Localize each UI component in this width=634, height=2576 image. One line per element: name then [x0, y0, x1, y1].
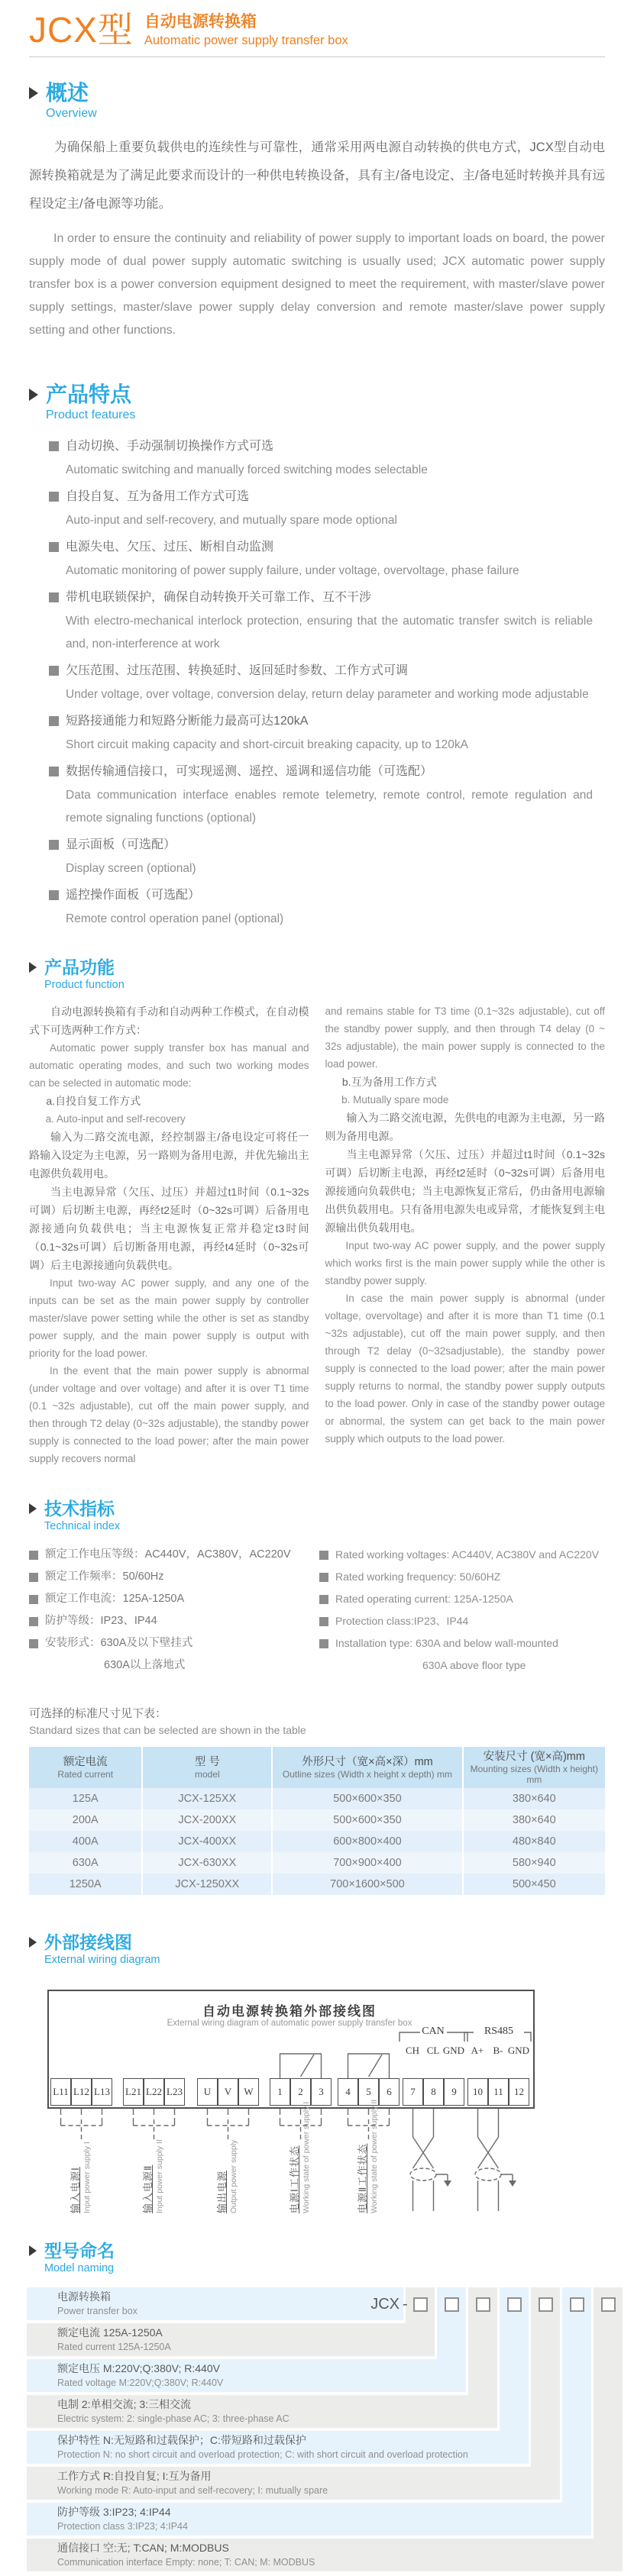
model-code-box	[507, 2297, 522, 2312]
group-label-zh: 输入电源Ⅱ	[142, 2164, 154, 2213]
features-list	[29, 434, 605, 931]
feature-zh	[49, 759, 605, 784]
function-paragraph: 输入为二路交流电源，经控制器主/备电设定可将任一路输入设定为主电源，另一路则为备用电源，并优先输出主电源供负载用电。	[29, 1131, 309, 1180]
naming-row-en: Power transfer box	[57, 2306, 137, 2316]
square-bullet-icon	[319, 1573, 328, 1582]
function-paragraph: Input two-way AC power supply, and any one of the inputs can be set as the main power supply by controller master/slave power setting while the other is set as standby power supply, and the main power supply is output with priority for the load power.	[29, 1277, 309, 1359]
square-bullet-icon	[49, 492, 59, 502]
section-features	[29, 382, 605, 931]
column-header-zh: 安装尺寸 (宽×高)mm	[483, 1751, 585, 1763]
naming-row	[57, 2540, 315, 2569]
section-technical	[29, 1498, 605, 1677]
wiring-title-zh: 自动电源转换箱外部接线图	[202, 2004, 377, 2019]
product-name-zh: 自动电源转换箱	[144, 13, 257, 31]
terminal: L11	[50, 2078, 71, 2106]
function-heading	[29, 957, 605, 992]
function-paragraph: 当主电源异常（欠压、过压）并超过t1时间（0.1~32s可调）后切断主电源，再经t2延时（0~32s可调）后备用电源接通向负载供电；当主电源恢复正常并稳定t3时间（0.1~32s可调）后切断备用电源，再经t4延时（0~32s可调）后主电源接通向负载供电。	[29, 1186, 309, 1271]
column-header-en: Mounting sizes (Width x height) mm	[470, 1764, 599, 1785]
technical-item-text: 防护等级：IP23、IP44	[45, 1615, 157, 1627]
triangle-bullet-icon	[29, 389, 38, 401]
technical-right-column	[319, 1544, 603, 1677]
function-paragraph: Input two-way AC power supply, and the power supply which works first is the main power supply while the other is standby power supply.	[325, 1240, 605, 1286]
can-bus-label: CAN	[422, 2026, 445, 2037]
overview-heading-en: Overview	[46, 107, 97, 120]
column-header-zh: 外形尺寸（宽×高×深）mm	[302, 1756, 433, 1768]
naming-row	[57, 2432, 468, 2461]
technical-item	[29, 1588, 313, 1610]
naming-row	[57, 2397, 290, 2426]
feature-zh	[49, 534, 605, 560]
feature-item	[49, 484, 605, 532]
technical-heading-en: Technical index	[44, 1520, 121, 1532]
terminal: L22	[144, 2078, 164, 2106]
features-heading-en: Product features	[46, 408, 136, 421]
product-model-title: JCX型	[29, 10, 134, 50]
naming-row-zh: 通信接口 空:无; T:CAN; M:MODBUS	[57, 2542, 229, 2554]
technical-columns	[29, 1544, 605, 1677]
triangle-bullet-icon	[29, 2245, 37, 2256]
feature-en: Auto-input and self-recovery, and mutually spare mode optional	[66, 514, 397, 527]
feature-zh-text: 自动切换、手动强制切换操作方式可选	[66, 440, 274, 453]
naming-heading	[29, 2240, 605, 2275]
group-label-zh: 输出电源	[216, 2170, 228, 2213]
model-prefix: JCX	[370, 2296, 399, 2313]
table-cell: 125A	[29, 1788, 143, 1809]
feature-en: Remote control operation panel (optional)	[66, 912, 284, 925]
naming-row-en: Rated current 125A-1250A	[57, 2342, 171, 2352]
section-size-table	[29, 1706, 605, 1895]
square-bullet-icon	[29, 1551, 38, 1560]
technical-item	[319, 1544, 603, 1566]
group-label-en: Input power supply I	[82, 2142, 92, 2213]
overview-paragraph-zh: 为确保船上重要负载供电的连续性与可靠性，通常采用两电源自动转换的供电方式，JCX型自动电源转换箱就是为了满足此要求而设计的一种供电转换设备，具有主/备电设定、主/备电延时转换并具有远程设定主/备电源等功能。	[29, 140, 605, 211]
table-cell: JCX-1250XX	[143, 1874, 273, 1895]
wiring-title-en: External wiring diagram of automatic power supply transfer box	[167, 2019, 412, 2028]
naming-stripe	[594, 2287, 623, 2571]
square-bullet-icon	[319, 1639, 328, 1648]
square-bullet-icon	[49, 840, 59, 850]
naming-row-zh: 工作方式 R:自投自复; I:互为备用	[57, 2470, 212, 2482]
table-cell: JCX-200XX	[143, 1809, 273, 1831]
technical-item	[29, 1610, 313, 1632]
table-row	[29, 1809, 605, 1831]
table-cell: 500×600×350	[273, 1788, 463, 1809]
triangle-bullet-icon	[29, 962, 37, 973]
feature-zh-text: 带机电联锁保护，确保自动转换开关可靠工作、互不干涉	[66, 591, 372, 604]
feature-zh	[49, 709, 605, 734]
feature-en: Display screen (optional)	[66, 862, 196, 875]
terminal: 8	[423, 2078, 444, 2106]
table-row	[29, 1852, 605, 1874]
table-cell: 400A	[29, 1831, 143, 1852]
pin-label: GND	[442, 2045, 465, 2056]
pin-label: B-	[493, 2045, 503, 2056]
function-heading-zh: 产品功能	[44, 957, 115, 977]
square-bullet-icon	[29, 1617, 38, 1626]
naming-row	[57, 2361, 223, 2390]
feature-zh	[49, 484, 605, 509]
feature-item	[49, 832, 605, 880]
features-heading-zh: 产品特点	[46, 383, 132, 406]
naming-row-en: Electric system: 2: single-phase AC; 3: three-phase AC	[57, 2413, 290, 2424]
technical-item-continuation: 630A above floor type	[422, 1659, 526, 1671]
overview-heading-zh: 概述	[46, 81, 89, 105]
table-header-cell	[143, 1747, 273, 1788]
feature-en: Under voltage, over voltage, conversion delay, return delay parameter and working mode adjustable	[66, 688, 589, 701]
table-row	[29, 1874, 605, 1895]
technical-item-text: Rated working voltages: AC440V, AC380V and AC220V	[335, 1548, 600, 1561]
naming-heading-zh: 型号命名	[44, 2241, 115, 2261]
group-label-zh: 输入电源Ⅰ	[70, 2167, 81, 2213]
table-header-cell	[464, 1747, 605, 1788]
model-code-box	[539, 2297, 553, 2312]
model-naming-diagram	[27, 2287, 632, 2576]
feature-en: Automatic monitoring of power supply failure, under voltage, overvoltage, phase failure	[66, 564, 519, 577]
feature-zh-text: 电源失电、欠压、过压、断相自动监测	[66, 541, 274, 554]
terminal: 5	[358, 2078, 379, 2106]
naming-row	[57, 2504, 188, 2533]
triangle-bullet-icon	[29, 87, 38, 99]
terminal: L13	[92, 2078, 112, 2106]
function-paragraph: In the event that the main power supply is abnormal (under voltage and over voltage) and after it is over T1 time (0.1 ~32s adjustable), cut off the main power supply, and then through T2 delay (0~32s adjustable), the standby power supply is connected to the load power; after the main power supply recovers normal	[29, 1365, 309, 1464]
section-naming	[29, 2240, 605, 2275]
table-cell: JCX-400XX	[143, 1831, 273, 1852]
terminal: L12	[71, 2078, 92, 2106]
table-cell: 500×600×350	[273, 1809, 463, 1831]
technical-item-text: Protection class:IP23、IP44	[335, 1615, 469, 1627]
product-name-en: Automatic power supply transfer box	[144, 34, 348, 47]
function-paragraph: and remains stable for T3 time (0.1~32s adjustable), cut off the standby power supply, and then through T4 delay (0 ~ 32s adjustable), the main power supply is connected to the load power.	[325, 1006, 605, 1070]
table-cell: JCX-125XX	[143, 1788, 273, 1809]
terminal: 10	[467, 2078, 488, 2106]
table-header-row	[29, 1747, 605, 1788]
model-dash: -	[403, 2296, 408, 2313]
naming-row-en: Communication interface Empty: none; T: CAN; M: MODBUS	[57, 2557, 315, 2568]
feature-zh	[49, 585, 605, 610]
technical-item	[29, 1544, 313, 1566]
table-row	[29, 1788, 605, 1809]
wiring-group-label	[356, 2099, 471, 2239]
ground-icon	[444, 2181, 516, 2187]
technical-item-text: 额定工作频率：50/60Hz	[45, 1570, 164, 1583]
terminal: 3	[311, 2078, 332, 2106]
function-columns	[29, 1002, 605, 1467]
feature-en: Short circuit making capacity and short-circuit breaking capacity, up to 120kA	[66, 738, 468, 751]
terminal: L21	[123, 2078, 144, 2106]
technical-item	[319, 1610, 603, 1632]
naming-row-en: Protection class 3:IP23; 4:IP44	[57, 2521, 188, 2532]
square-bullet-icon	[49, 716, 59, 726]
wiring-heading-zh: 外部接线图	[44, 1932, 132, 1952]
feature-en: Automatic switching and manually forced switching modes selectable	[66, 463, 428, 476]
feature-zh	[49, 658, 605, 683]
column-header-zh: 型 号	[194, 1756, 220, 1768]
group-label-zh: 电源Ⅰ工作状态	[289, 2145, 300, 2213]
square-bullet-icon	[319, 1617, 328, 1626]
terminal: V	[218, 2078, 238, 2106]
feature-zh-text: 遥控操作面板（可选配）	[66, 889, 201, 902]
feature-item	[49, 759, 605, 830]
feature-zh	[49, 434, 605, 459]
square-bullet-icon	[49, 441, 59, 451]
technical-heading	[29, 1498, 605, 1533]
column-header-en: Rated current	[57, 1769, 114, 1780]
overview-heading	[29, 80, 605, 121]
feature-zh-text: 显示面板（可选配）	[66, 838, 176, 851]
header-divider	[29, 56, 605, 57]
terminal: W	[238, 2078, 259, 2106]
feature-item	[49, 658, 605, 706]
section-function	[29, 957, 605, 1467]
feature-zh-text: 自投自复、互为备用工作方式可选	[66, 490, 250, 503]
rs485-bus-label: RS485	[484, 2026, 514, 2037]
table-header-cell	[29, 1747, 143, 1788]
feature-en: Data communication interface enables remote telemetry, remote control, remote regulation and remote signaling functions (optional)	[66, 789, 593, 825]
function-paragraph: In case the main power supply is abnormal (under voltage, overvoltage) and after it is more than T1 time (0.1 ~32s adjustable), cut off the main power supply, and then through T2 delay (0~32sadjustable), the standby power supply is connected to the load power; after the main power supply returns to normal, the standby power supply outputs to the load power. Only in case of the standby power outage or abnormal, the system can get back to the main power supply which outputs to the load power.	[325, 1293, 605, 1445]
square-bullet-icon	[29, 1595, 38, 1604]
square-bullet-icon	[319, 1595, 328, 1604]
naming-row-zh: 防护等级 3:IP23; 4:IP44	[57, 2506, 171, 2518]
terminal: 12	[509, 2078, 529, 2106]
naming-stripe	[500, 2287, 529, 2464]
technical-item	[29, 1566, 313, 1588]
feature-zh-text: 短路接通能力和短路分断能力最高可达120kA	[66, 715, 309, 728]
function-paragraph: b.互为备用工作方式	[341, 1076, 437, 1088]
technical-item	[319, 1566, 603, 1588]
model-code-box	[445, 2297, 459, 2312]
naming-row	[57, 2468, 328, 2497]
pin-label: CL	[426, 2045, 440, 2056]
feature-item	[49, 709, 605, 757]
technical-item	[319, 1588, 603, 1610]
naming-row-en: Working mode R: Auto-input and self-recovery; I: mutually spare	[57, 2485, 328, 2496]
technical-item-text: 安装形式：630A及以下壁挂式	[45, 1637, 193, 1649]
technical-item	[319, 1632, 603, 1654]
square-bullet-icon	[29, 1639, 38, 1648]
table-cell: 480×840	[464, 1831, 605, 1852]
terminal: 1	[270, 2078, 290, 2106]
naming-row	[57, 2289, 137, 2318]
table-row	[29, 1831, 605, 1852]
technical-item-text: Installation type: 630A and below wall-mounted	[335, 1637, 558, 1649]
wiring-heading-en: External wiring diagram	[44, 1954, 160, 1966]
group-label-en: Input power supply II	[155, 2139, 164, 2213]
feature-zh	[49, 883, 605, 908]
feature-item	[49, 585, 605, 656]
section-wiring	[29, 1932, 605, 1967]
section-overview	[29, 80, 605, 342]
page-header	[0, 0, 634, 49]
group-label-en: Working state of power supply II	[370, 2099, 379, 2213]
naming-row-zh: 额定电流 125A-1250A	[57, 2326, 163, 2339]
pin-label: CH	[405, 2045, 420, 2056]
technical-item-text: 额定工作电压等级：AC440V，AC380V，AC220V	[45, 1548, 291, 1561]
function-paragraph: a. Auto-input and self-recovery	[45, 1113, 186, 1125]
function-right-column	[325, 1002, 606, 1467]
model-code-box	[476, 2297, 490, 2312]
square-bullet-icon	[49, 666, 59, 676]
triangle-bullet-icon	[29, 1937, 37, 1948]
function-paragraph: 当主电源异常（欠压、过压）并超过t1时间（0.1~32s可调）后切断主电源，再经t2延时（0~32s可调）后备用电源接通向负载供电；当主电源恢复正常后，仍由备用电源输出供负载用电。只有备用电源失电或异常，才能恢复到主电源输出供负载用电。	[325, 1148, 605, 1234]
standard-sizes-table	[29, 1747, 605, 1895]
terminal: L23	[164, 2078, 185, 2106]
table-cell: 380×640	[464, 1788, 605, 1809]
terminal: 2	[290, 2078, 311, 2106]
table-intro-zh: 可选择的标准尺寸见下表：	[29, 1707, 167, 1720]
feature-zh-text: 数据传输通信接口，可实现遥测、遥控、遥调和遥信功能（可选配）	[66, 765, 433, 778]
table-cell: 600×800×400	[273, 1831, 463, 1852]
naming-row-zh: 额定电压 M:220V;Q:380V; R:440V	[57, 2362, 220, 2374]
technical-item-text: Rated working frequency: 50/60HZ	[335, 1570, 501, 1583]
function-paragraph: b. Mutually spare mode	[341, 1094, 449, 1106]
group-label-en: Working state of power supply I	[302, 2101, 311, 2213]
function-paragraph: 输入为二路交流电源，先供电的电源为主电源，另一路则为备用电源。	[325, 1112, 605, 1142]
pin-label: A+	[471, 2045, 484, 2056]
model-code-box	[601, 2297, 616, 2312]
naming-heading-en: Model naming	[44, 2262, 115, 2274]
table-cell: JCX-630XX	[143, 1852, 273, 1874]
table-cell: 500×450	[464, 1874, 605, 1895]
feature-zh-text: 欠压范围、过压范围、转换延时、返回延时参数、工作方式可调	[66, 664, 409, 677]
table-cell: 580×940	[464, 1852, 605, 1874]
function-paragraph: Automatic power supply transfer box has manual and automatic operating modes, and such two working modes can be selected in automatic mode:	[29, 1042, 309, 1089]
overview-paragraph-en: In order to ensure the continuity and reliability of power supply to important loads on board, the power supply mode of dual power supply automatic switching is usually used; JCX automatic power supply transfer box is a power conversion equipment designed to meet the requirement, with master/slave power supply settings, master/slave power supply delay conversion and remote master/slave power supply setting and other functions.	[29, 232, 605, 337]
technical-item	[29, 1632, 313, 1654]
pin-label: GND	[507, 2045, 530, 2056]
column-header-zh: 额定电流	[63, 1756, 108, 1768]
terminal: 4	[338, 2078, 358, 2106]
feature-zh	[49, 832, 605, 857]
product-names	[144, 12, 348, 49]
naming-row	[57, 2325, 171, 2354]
technical-item-text: Rated operating current: 125A-1250A	[335, 1593, 513, 1605]
feature-item	[49, 534, 605, 583]
table-cell: 700×900×400	[273, 1852, 463, 1874]
model-code-box	[413, 2297, 428, 2312]
feature-item	[49, 434, 605, 482]
technical-left-column	[29, 1544, 313, 1677]
terminal: 11	[488, 2078, 509, 2106]
column-header-en: model	[194, 1769, 220, 1780]
wiring-heading	[29, 1932, 605, 1967]
table-intro-en: Standard sizes that can be selected are shown in the table	[29, 1724, 306, 1736]
square-bullet-icon	[49, 542, 59, 552]
naming-stripe	[531, 2287, 560, 2500]
naming-row-zh: 电源转换箱	[57, 2290, 111, 2303]
terminal: 6	[379, 2078, 399, 2106]
square-bullet-icon	[29, 1573, 38, 1582]
function-heading-en: Product function	[44, 979, 125, 991]
features-heading	[29, 382, 605, 423]
naming-stripe	[562, 2287, 591, 2536]
square-bullet-icon	[49, 592, 59, 602]
table-cell: 630A	[29, 1852, 143, 1874]
group-label-zh: 电源Ⅱ工作状态	[357, 2143, 368, 2213]
table-header-cell	[273, 1747, 463, 1788]
terminal: U	[197, 2078, 218, 2106]
feature-en: With electro-mechanical interlock protection, ensuring that the automatic transfer switch is reliable and, non-interference at work	[66, 615, 593, 650]
naming-row-en: Protection N: no short circuit and overload protection; C: with short circuit and overload protection	[57, 2449, 468, 2460]
triangle-bullet-icon	[29, 1503, 37, 1514]
function-left-column	[29, 1002, 309, 1467]
function-paragraph: 自动电源转换箱有手动和自动两种工作模式，在自动模式下可选两种工作方式：	[29, 1006, 309, 1036]
feature-item	[49, 883, 605, 931]
terminal: 7	[403, 2078, 423, 2106]
table-cell: 700×1600×500	[273, 1874, 463, 1895]
square-bullet-icon	[49, 767, 59, 776]
square-bullet-icon	[319, 1551, 328, 1560]
table-cell: 380×640	[464, 1809, 605, 1831]
naming-row-en: Rated voltage M:220V;Q:380V; R:440V	[57, 2377, 224, 2388]
model-code-box	[570, 2297, 584, 2312]
terminal: 9	[444, 2078, 464, 2106]
square-bullet-icon	[49, 890, 59, 900]
naming-row-zh: 电制 2:单相交流; 3:三相交流	[57, 2398, 192, 2410]
wiring-diagram	[47, 1980, 552, 2220]
table-cell: 1250A	[29, 1874, 143, 1895]
technical-item-continuation: 630A以上落地式	[104, 1659, 186, 1671]
technical-heading-zh: 技术指标	[44, 1499, 115, 1519]
table-cell: 200A	[29, 1809, 143, 1831]
column-header-en: Outline sizes (Width x height x depth) mm	[282, 1769, 452, 1780]
function-paragraph: a.自投自复工作方式	[46, 1095, 141, 1107]
technical-item-text: 额定工作电流：125A-1250A	[45, 1593, 185, 1605]
naming-row-zh: 保护特性 N:无短路和过载保护；C:带短路和过载保护	[57, 2434, 306, 2446]
group-label-en: Output power supply	[229, 2139, 238, 2213]
